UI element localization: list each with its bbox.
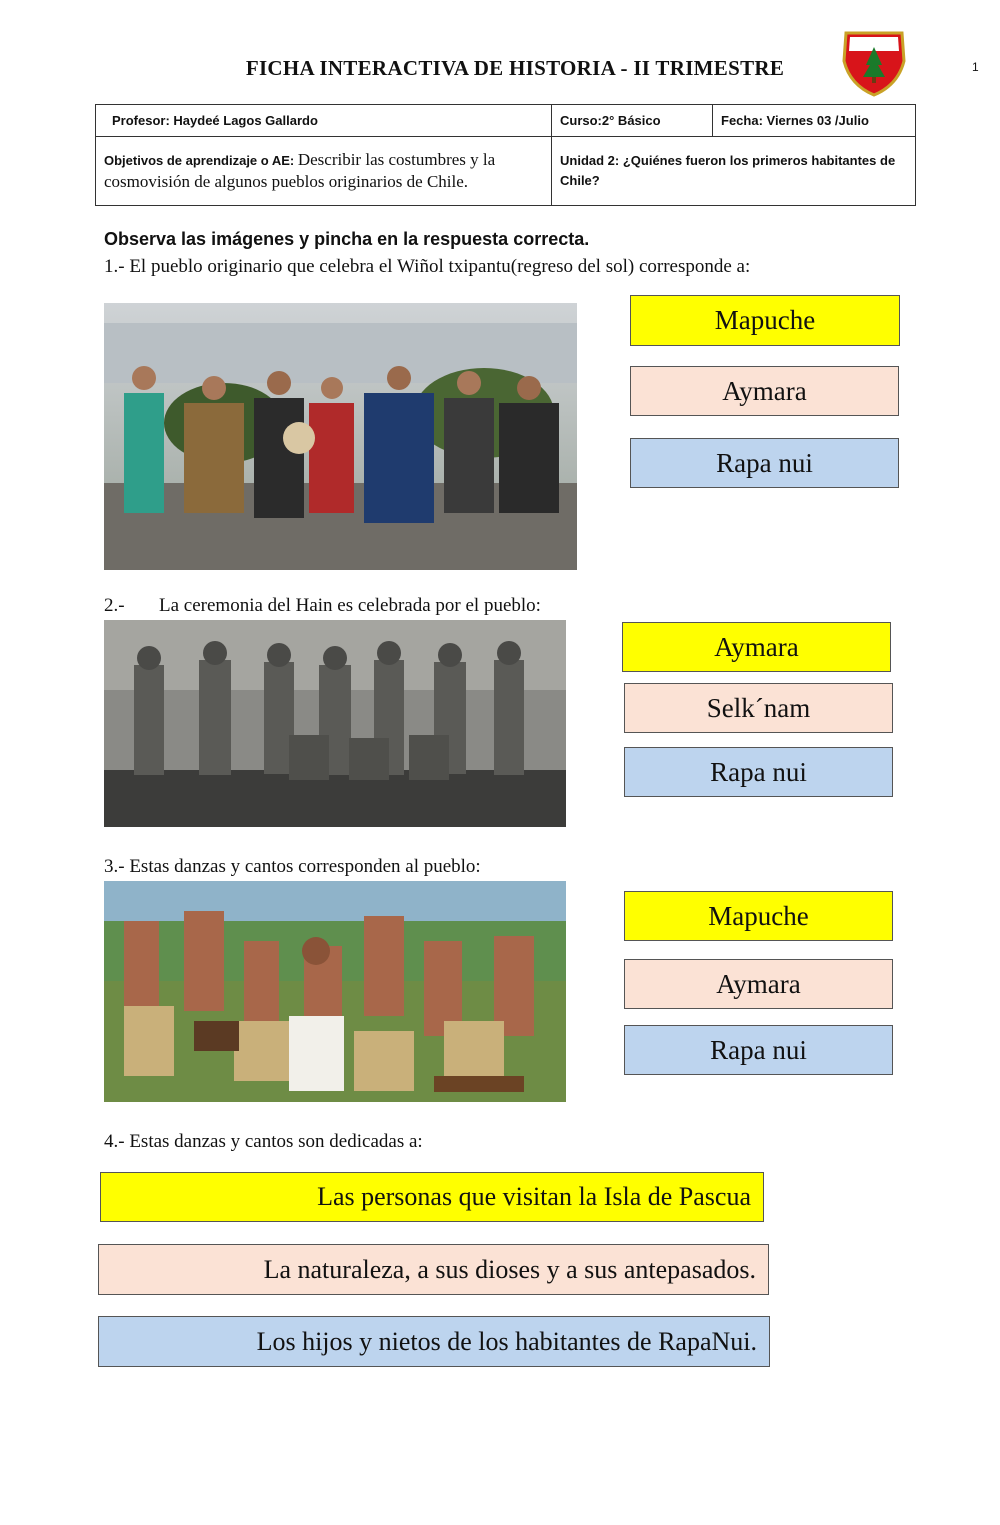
q2-option-selknam[interactable]: Selk´nam xyxy=(624,683,893,733)
question-1-text: 1.- El pueblo originario que celebra el Wiñol txipantu(regreso del sol) corresponde a: xyxy=(104,256,751,277)
unidad-cell: Unidad 2: ¿Quiénes fueron los primeros habitantes de Chile? xyxy=(552,137,916,206)
profesor-cell: Profesor: Haydeé Lagos Gallardo xyxy=(96,105,552,137)
q4-option-nature-gods-ancestors[interactable]: La naturaleza, a sus dioses y a sus antepasados. xyxy=(98,1244,769,1295)
q4-option-visitors[interactable]: Las personas que visitan la Isla de Pascua xyxy=(100,1172,764,1222)
q3-option-rapa-nui[interactable]: Rapa nui xyxy=(624,1025,893,1075)
q2-option-aymara[interactable]: Aymara xyxy=(622,622,891,672)
question-2-number: 2.- xyxy=(104,595,125,616)
page-number: 1 xyxy=(972,60,979,74)
objetivos-cell: Objetivos de aprendizaje o AE: Describir las costumbres y la cosmovisión de algunos pueblos originarios de Chile. xyxy=(96,137,552,206)
q3-option-aymara[interactable]: Aymara xyxy=(624,959,893,1009)
mapuche-ceremony-photo xyxy=(104,303,577,570)
q4-option-descendants[interactable]: Los hijos y nietos de los habitantes de RapaNui. xyxy=(98,1316,770,1367)
school-crest-logo xyxy=(838,25,910,97)
page-title: FICHA INTERACTIVA DE HISTORIA - II TRIMESTRE xyxy=(245,56,785,80)
info-table xyxy=(95,104,916,206)
curso-cell: Curso:2° Básico xyxy=(552,105,713,137)
fecha-cell: Fecha: Viernes 03 /Julio xyxy=(713,105,916,137)
q2-option-rapa-nui[interactable]: Rapa nui xyxy=(624,747,893,797)
instruction-text: Observa las imágenes y pincha en la respuesta correcta. xyxy=(104,229,590,249)
question-3-text: 3.- Estas danzas y cantos corresponden al pueblo: xyxy=(104,856,481,877)
q3-option-mapuche[interactable]: Mapuche xyxy=(624,891,893,941)
rapa-nui-dance-photo xyxy=(104,881,566,1102)
q1-option-mapuche[interactable]: Mapuche xyxy=(630,295,900,346)
q1-option-aymara[interactable]: Aymara xyxy=(630,366,899,416)
question-4-text: 4.- Estas danzas y cantos son dedicadas a: xyxy=(104,1131,423,1152)
question-2-text: La ceremonia del Hain es celebrada por el pueblo: xyxy=(159,595,541,616)
selknam-hain-photo xyxy=(104,620,566,827)
q1-option-rapa-nui[interactable]: Rapa nui xyxy=(630,438,899,488)
